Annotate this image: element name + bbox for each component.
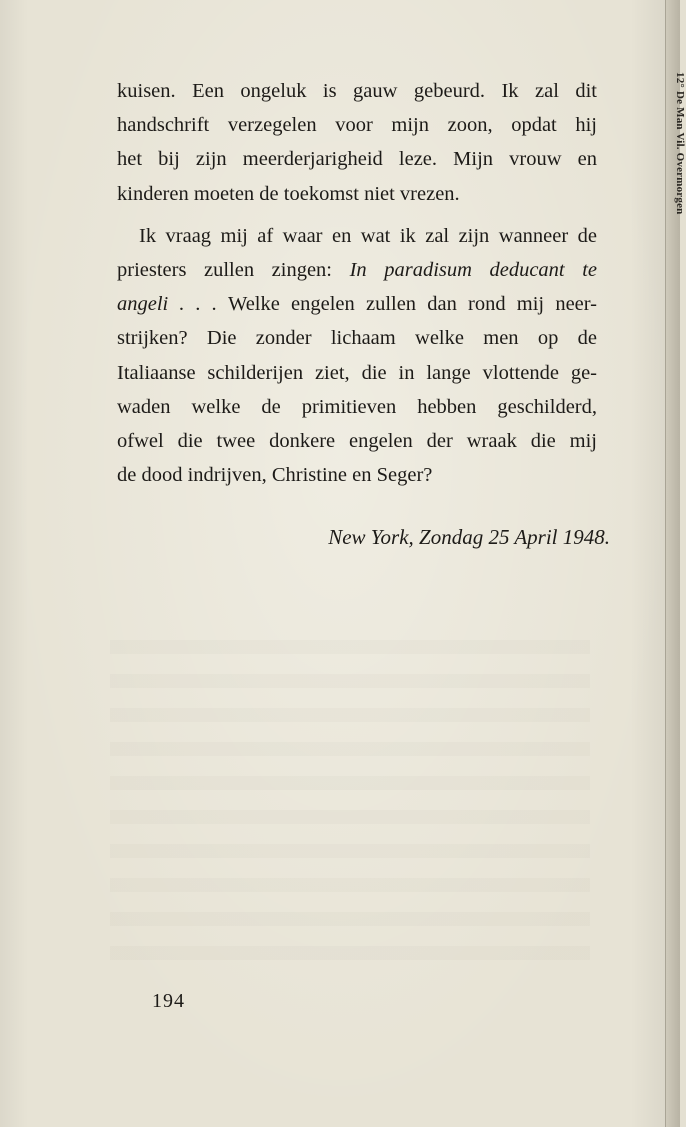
text-line: waden welke de primitieven hebben geschilderd, — [117, 395, 597, 418]
text-line-mixed — [117, 287, 597, 321]
text-run: priesters zullen zingen: — [117, 258, 350, 281]
latin-quote: In paradisum deducant te — [349, 258, 597, 281]
book-spine — [665, 0, 686, 1127]
paragraph-1 — [117, 74, 597, 211]
text-line: kuisen. Een ongeluk is gauw gebeurd. Ik zal dit — [117, 80, 597, 102]
text-line: de dood indrijven, Christine en Seger? — [117, 464, 433, 487]
latin-quote: angeli . . . — [117, 293, 218, 316]
paragraph-2 — [117, 219, 597, 493]
text-line: Italiaanse schilderijen ziet, die in lange vlottende ge- — [117, 361, 597, 384]
text-line: strijken? Die zonder lichaam welke men op de — [117, 327, 597, 350]
text-line: ofwel die twee donkere engelen der wraak die mij — [117, 429, 597, 452]
paper-show-through — [110, 640, 590, 970]
text-run: Welke engelen zullen dan rond mij neer- — [217, 293, 598, 316]
text-line-mixed — [117, 253, 597, 287]
spine-title: 12° De Man Vil. Overmorgen — [674, 72, 686, 215]
paragraph-gap — [117, 211, 597, 219]
page-number: 194 — [152, 990, 185, 1012]
text-line: het bij zijn meerderjarigheid leze. Mijn vrouw en — [117, 148, 597, 171]
dateline: New York, Zondag 25 April 1948. — [328, 525, 610, 549]
text-line: handschrift verzegelen voor mijn zoon, opdat hij — [117, 114, 597, 137]
body-text — [117, 74, 597, 492]
text-line: kinderen moeten de toekomst niet vrezen. — [117, 182, 460, 205]
text-line: Ik vraag mij af waar en wat ik zal zijn wanneer de — [139, 224, 597, 247]
